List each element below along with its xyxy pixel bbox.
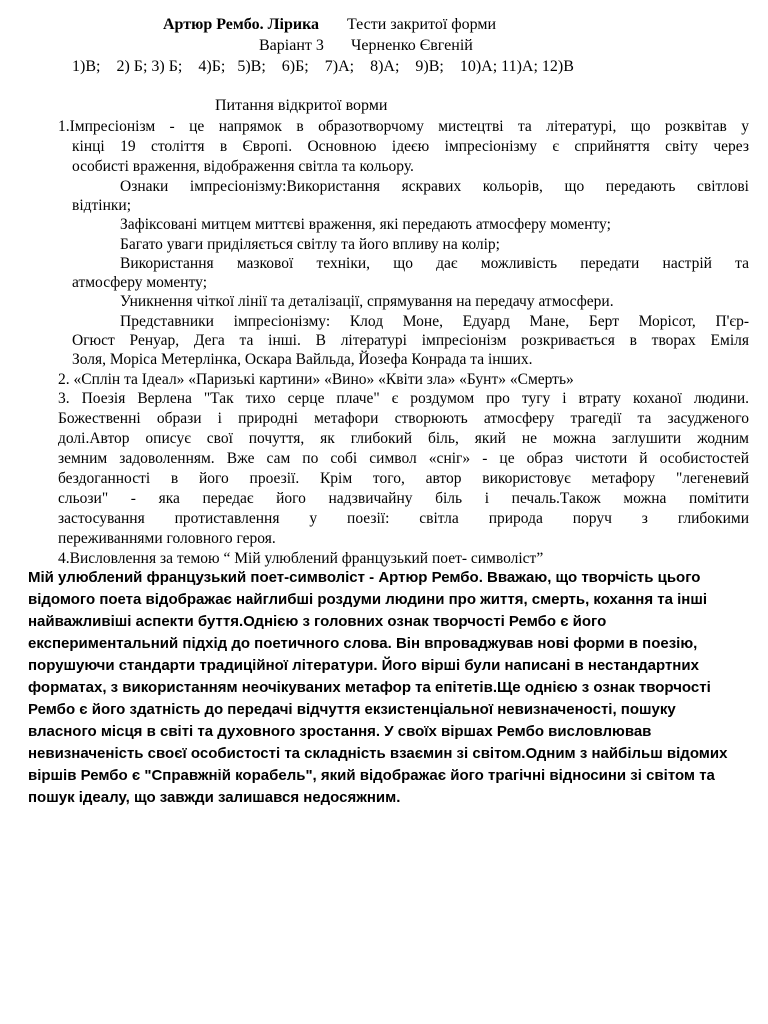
q1-line: Уникнення чіткої лінії та деталізації, спрямування на передачу атмосфери. bbox=[120, 293, 614, 310]
q4-line: власного місця в світі та духовного зростання. У своїх віршах Рембо висловлював bbox=[28, 723, 652, 740]
q1-line: Золя, Моріса Метерлінка, Оскара Вайльда, Йозефа Конрада та інших. bbox=[72, 351, 533, 368]
tests-label: Тести закритої форми bbox=[347, 16, 497, 33]
q1-line: кінці 19 століття в Європі. Основною ідеєю імпресіонізму є сприйняття світу через bbox=[72, 138, 749, 155]
q2-answer: 2. «Сплін та Ідеал» «Паризькі картини» «Вино» «Квіти зла» «Бунт» «Смерть» bbox=[58, 371, 574, 388]
variant-label: Варіант 3 bbox=[259, 37, 324, 54]
q3-line: бездоганності в його проезії. Крім того, автор використовує метафору "легеневий bbox=[58, 470, 749, 487]
q1-line: Представники імпресіонізму: Клод Моне, Едуард Мане, Берт Морісот, П'єр- bbox=[120, 313, 749, 330]
q4-line: відомого поета відображає найглибші роздуми людини про життя, смерть, кохання та інші bbox=[28, 591, 708, 608]
q1-line: Огюст Ренуар, Дега та інші. В літературі імпресіонізм розкривається в творах Еміля bbox=[72, 332, 749, 349]
q1-line: 1.Імпресіонізм - це напрямок в образотворчому мистецтві та літературі, що розквітав у bbox=[58, 118, 749, 135]
document-title: Артюр Рембо. Лірика bbox=[163, 16, 320, 33]
q1-line: відтінки; bbox=[72, 197, 132, 214]
answers-line: 1)В; 2) Б; 3) Б; 4)Б; 5)В; 6)Б; 7)А; 8)А; 9)В; 10)А; 11)А; 12)В bbox=[72, 58, 574, 75]
q3-line: Божественні образи і природні метафори створюють атмосферу трагедії та засудженого bbox=[58, 410, 749, 427]
q4-line: найважливіші аспекти буття.Однією з головних ознак творчості Рембо є його bbox=[28, 613, 607, 630]
q3-line: 3. Поезія Верлена "Так тихо серце плаче" є роздумом про тугу і втрату коханої людини. bbox=[58, 390, 749, 407]
q4-line: експериментальний підхід до поетичного слова. Він впроваджував нові форми в поезію, bbox=[28, 635, 698, 652]
q1-line: Зафіксовані митцем миттєві враження, які передають атмосферу моменту; bbox=[120, 216, 611, 233]
q1-line: атмосферу моменту; bbox=[72, 274, 208, 291]
q4-line: віршів Рембо є "Справжній корабель", який відображає його трагічні відносини зі світом та bbox=[28, 767, 715, 784]
q1-line: Використання мазкової техніки, що дає можливість передати настрій та bbox=[120, 255, 749, 272]
q1-line: Багато уваги приділяється світлу та його впливу на колір; bbox=[120, 236, 500, 253]
q1-line: Ознаки імпресіонізму:Використання яскравих кольорів, що передають світлові bbox=[120, 178, 749, 195]
q3-line: земним задоволенням. Вже сам по собі символ «сніг» - це образ чистоти й особистостей bbox=[58, 450, 749, 467]
q4-line: порушуючи стандарти традиційної літератури. Його вірші були написані в нестандартних bbox=[28, 657, 699, 674]
q3-line: сльози" - яка передає його надзвичайну біль і печаль.Також можна помітити bbox=[58, 490, 749, 507]
q3-line: застосування протиставлення у поезії: світла природа поруч з глибокими bbox=[58, 510, 749, 527]
q3-line: переживаннями головного героя. bbox=[58, 530, 276, 547]
q4-line: Мій улюблений французький поет-символіст - Артюр Рембо. Вважаю, що творчість цього bbox=[28, 569, 701, 586]
author-name: Черненко Євгеній bbox=[351, 37, 473, 54]
q4-line: пошук ідеалу, що завжди залишався недосяжним. bbox=[28, 789, 401, 806]
q4-line: Рембо є його здатність до передачі відчуття екзистенціальної невизначеності, пошуку bbox=[28, 701, 676, 718]
q4-line: форматах, з використанням неочікуваних метафор та епітетів.Ще однією з ознак творчості bbox=[28, 679, 711, 696]
q3-line: долі.Автор описує свої почуття, як глибокий біль, який не можна заглушити жодним bbox=[58, 430, 749, 447]
q4-line: невизначеність своєї особистості та складність взаємин зі світом.Одним з найбільш відомих bbox=[28, 745, 728, 762]
q4-title: 4.Висловлення за темою “ Мій улюблений французький поет- символіст” bbox=[58, 550, 544, 567]
open-section-title: Питання відкритої ворми bbox=[215, 97, 388, 114]
q1-line: особисті враження, відображення світла та кольору. bbox=[72, 158, 414, 175]
